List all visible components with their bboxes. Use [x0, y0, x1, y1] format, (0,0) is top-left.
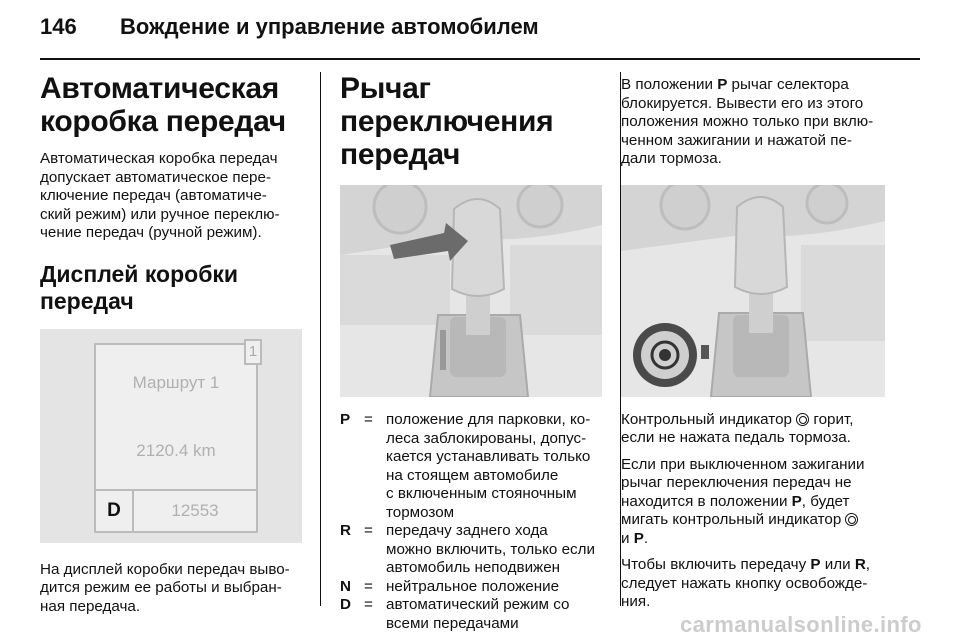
page-number: 146 [40, 14, 77, 39]
display-frame [94, 343, 258, 533]
display-bottom-row [96, 489, 256, 531]
intro-paragraph: Автоматическая коробка передач допускает автоматическое пере- ключение передач (автоматиче- ский режим) или ручное переклю- чение передач (ручной режим). [40, 150, 280, 241]
lever-heading: Рычаг переключения передач [340, 72, 554, 171]
trip-distance: 2120.4 km [136, 440, 216, 460]
list-item-r: R = передачу заднего хода можно включить, только если автомобиль неподвижен [340, 522, 595, 576]
brake-indicator-icon [845, 513, 858, 526]
gear-indicator: D [96, 491, 134, 531]
display-caption: На дисплей коробки передач выво- дится режим ее работы и выбран- ная передача. [40, 560, 290, 615]
indicator-paragraph: Контрольный индикатор горит, если не нажата педаль тормоза. [621, 410, 854, 446]
transmission-display-illustration [40, 329, 302, 543]
list-item-d: D = автоматический режим со всеми передачами [340, 596, 570, 632]
gear-lever-illustration [340, 185, 602, 397]
column-3 [621, 76, 905, 612]
odometer-value: 12553 [171, 500, 219, 520]
trip-label: Маршрут 1 [132, 372, 220, 392]
page-header [40, 14, 539, 40]
column-1 [40, 72, 304, 616]
brake-indicator-illustration [621, 185, 885, 397]
watermark: carmanualsonline.info [680, 612, 922, 637]
brake-indicator-icon [796, 413, 809, 426]
column-separator-1 [320, 72, 321, 606]
gear-position-list [340, 411, 604, 633]
page-title: Вождение и управление автомобилем [120, 14, 539, 39]
list-item-p: P = положение для парковки, ко- леса заблокированы, допус- кается устанавливать только на стоящем автомобиле с включенным стояночным тормозом [340, 411, 591, 521]
display-heading: Дисплей коробки передач [40, 260, 239, 314]
column-2 [340, 72, 604, 633]
section-heading: Автоматическая коробка передач [40, 72, 286, 138]
header-rule [40, 58, 920, 60]
display-page-badge: 1 [244, 339, 262, 365]
list-item-n: N = нейтральное положение [340, 577, 560, 595]
ignition-off-paragraph: Если при выключенном зажигании рычаг переключения передач не находится в положении P, будет мигать контрольный индикатор и P. [621, 455, 865, 547]
release-button-paragraph: Чтобы включить передачу P или R, следует нажать кнопку освобожде- ния. [621, 556, 871, 610]
p-position-paragraph: В положении P рычаг селектора блокируется. Вывести его из этого положения можно только при вклю- ченном зажигании и нажатой пе- дали тормоза. [621, 76, 874, 167]
